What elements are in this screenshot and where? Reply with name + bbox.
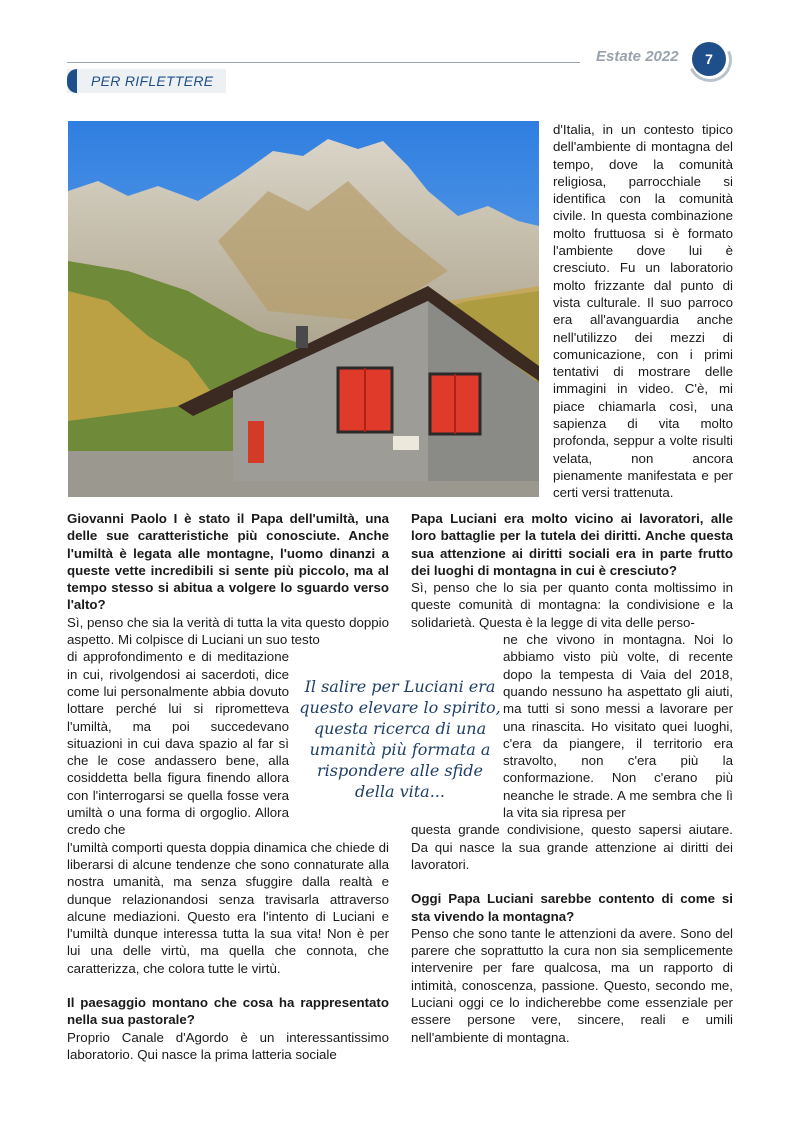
issue-label: Estate 2022 [596, 48, 679, 65]
question-landscape: Il paesaggio montano che cosa ha rappresentato nella sua pastorale? [67, 995, 389, 1028]
answer-landscape: Proprio Canale d'Agordo è un interessantissimo laboratorio. Qui nasce la prima latteria sociale [67, 1029, 389, 1062]
mountain-hut-photo [68, 121, 539, 497]
section-tab [67, 69, 226, 93]
answer-workers-rest: questa grande condivisione, questo sapersi aiutare. Da qui nasce la sua grande attenzione ai diritti dei lavoratori. [411, 822, 733, 872]
spacer [67, 977, 389, 994]
spacer [411, 873, 733, 890]
answer-workers-wrapped: ne che vivono in montagna. Noi lo abbiamo visto più volte, di recente dopo la tempesta di Vaia del 2018, quando nessuno ha aspettato gli aiuti, ma tutti si sono messi a lavorare per una rinascita. Ho visitato quei luoghi, c'era da piangere, il territorio era stravolto, non c'era più la conformazione. Non c'erano più neanche le strade. A me sembra che lì la vita sia ripresa per [503, 632, 733, 821]
page-number-badge: 7 [692, 42, 726, 76]
mountain-hut-illustration [68, 121, 539, 497]
header-rule [67, 62, 580, 63]
question-workers: Papa Luciani era molto vicino ai lavoratori, alle loro battaglie per la tutela dei diritti. Anche questa sua attenzione ai diritti sociali era in parte frutto dei luoghi di montagna in cui è cresciuto? [411, 511, 733, 578]
question-mountain-today: Oggi Papa Luciani sarebbe contento di come si sta vivendo la montagna? [411, 891, 733, 924]
answer-humility-wrapped: di approfondimento e di meditazione in cui, rivolgendosi ai sacerdoti, dice come lui personalmente abbia dovuto lottare perché lui si riprometteva l'umiltà, ma poi succedevano situazioni in cui dava spazio al far sì che le cose andassero bene, alla cosiddetta bella figura finendo allora con l'interrogarsi se quella fosse vera umiltà o una forma di orgoglio. Allora credo che [67, 649, 289, 838]
pull-quote: Il salire per Luciani era questo elevare lo spirito, questa ricerca di una umanità più formata a rispondere alle sfide della vita... [299, 677, 501, 801]
question-humility: Giovanni Paolo I è stato il Papa dell'umiltà, una delle sue caratteristiche più conosciute. Anche l'umiltà è legata alle montagne, l'uomo dinanzi a queste vette incredibili si sente più piccolo, ma al tempo stesso si abitua a volgere lo sguardo verso l'alto? [67, 511, 389, 613]
section-tab-cap [67, 69, 77, 93]
answer-mountain-today: Penso che sono tante le attenzioni da avere. Sono del parere che soprattutto la cura non sia semplicemente intervenire per fare qualcosa, ma un rapporto di intimità, conoscenza, passione. Questo, secondo me, Luciani oggi ce lo indicherebbe come essenziale per essere persone vere, sincere, reali e umili nell'ambiente di montagna. [411, 925, 733, 1045]
answer-humility-rest: l'umiltà comporti questa doppia dinamica che chiede di liberarsi di alcune tendenze che sono connaturate alla nostra umanità, ma senza sfuggire dalla realtà e dunque relazionandosi senza travisarla attraverso alcune mediazioni. Questo era l'intento di Luciani e l'umiltà dunque interessa tutta la sua vita! Non è per lui una delle virtù, ma quella che connota, che caratterizza, che colora tutte le virtù. [67, 839, 389, 976]
answer-workers-lead: Sì, penso che lo sia per quanto conta moltissimo in queste comunità di montagna: la condivisione e la solidarietà. Questa è la legge di vita delle perso- [411, 580, 733, 630]
section-label: PER RIFLETTERE [91, 73, 214, 89]
right-top-column [553, 121, 733, 502]
answer-humility-lead: Sì, penso che sia la verità di tutta la vita questo doppio aspetto. Mi colpisce di Luciani un suo testo [67, 614, 389, 648]
right-top-paragraph: d'Italia, in un contesto tipico dell'ambiente di montagna del tempo, dove la comunità religiosa, parrocchiale si identifica con la comunità civile. In questa combinazione molto fruttuosa si è formato l'ambiente dove lui è cresciuto. Fu un laboratorio molto frizzante dal punto di vista culturale. Il suo parroco era all'avanguardia anche nell'utilizzo dei mezzi di comunicazione, con i primi tentativi di mostrare delle immagini in video. C'è, mi piace chiamarla così, una sapienza di vita molto profonda, seppur a volte risulti velata, non ancora pienamente manifestata e per certi versi trattenuta. [553, 122, 733, 501]
